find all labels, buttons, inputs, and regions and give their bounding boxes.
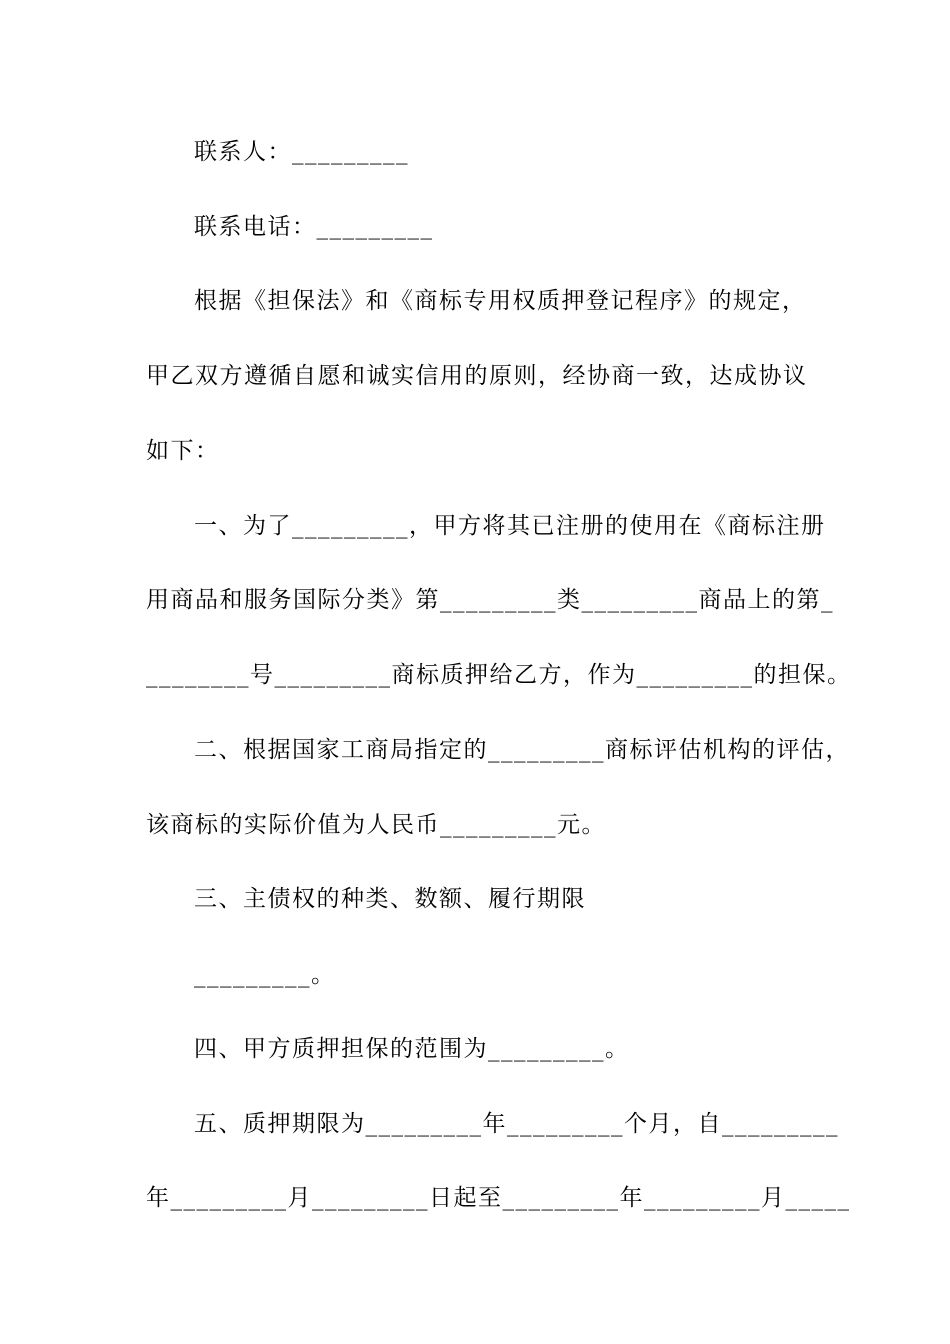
contact-person-line: 联系人：_________ <box>194 139 409 165</box>
clause-one-line-3: ________号_________商标质押给乙方，作为_________的担保。 <box>146 662 852 688</box>
intro-paragraph-line-3: 如下： <box>146 438 220 464</box>
clause-five-line-2: 年_________月_________日起至_________年_________月_____ <box>146 1185 851 1211</box>
clause-four-line: 四、甲方质押担保的范围为_________。 <box>194 1036 630 1062</box>
clause-three-line-2: _________。 <box>194 962 336 988</box>
contact-phone-line: 联系电话：_________ <box>194 214 434 240</box>
intro-paragraph-line-2: 甲乙双方遵循自愿和诚实信用的原则，经协商一致，达成协议 <box>146 363 808 389</box>
clause-one-line-2: 用商品和服务国际分类》第_________类_________商品上的第_ <box>146 587 834 613</box>
clause-five-line-1: 五、质押期限为_________年_________个月，自_________ <box>194 1111 839 1137</box>
intro-paragraph-line-1: 根据《担保法》和《商标专用权质押登记程序》的规定， <box>194 288 807 314</box>
clause-two-line-2: 该商标的实际价值为人民币_________元。 <box>146 812 606 838</box>
clause-two-line-1: 二、根据国家工商局指定的_________商标评估机构的评估， <box>194 737 850 763</box>
clause-three-line-1: 三、主债权的种类、数额、履行期限 <box>194 886 586 912</box>
clause-one-line-1: 一、为了_________，甲方将其已注册的使用在《商标注册 <box>194 513 826 539</box>
